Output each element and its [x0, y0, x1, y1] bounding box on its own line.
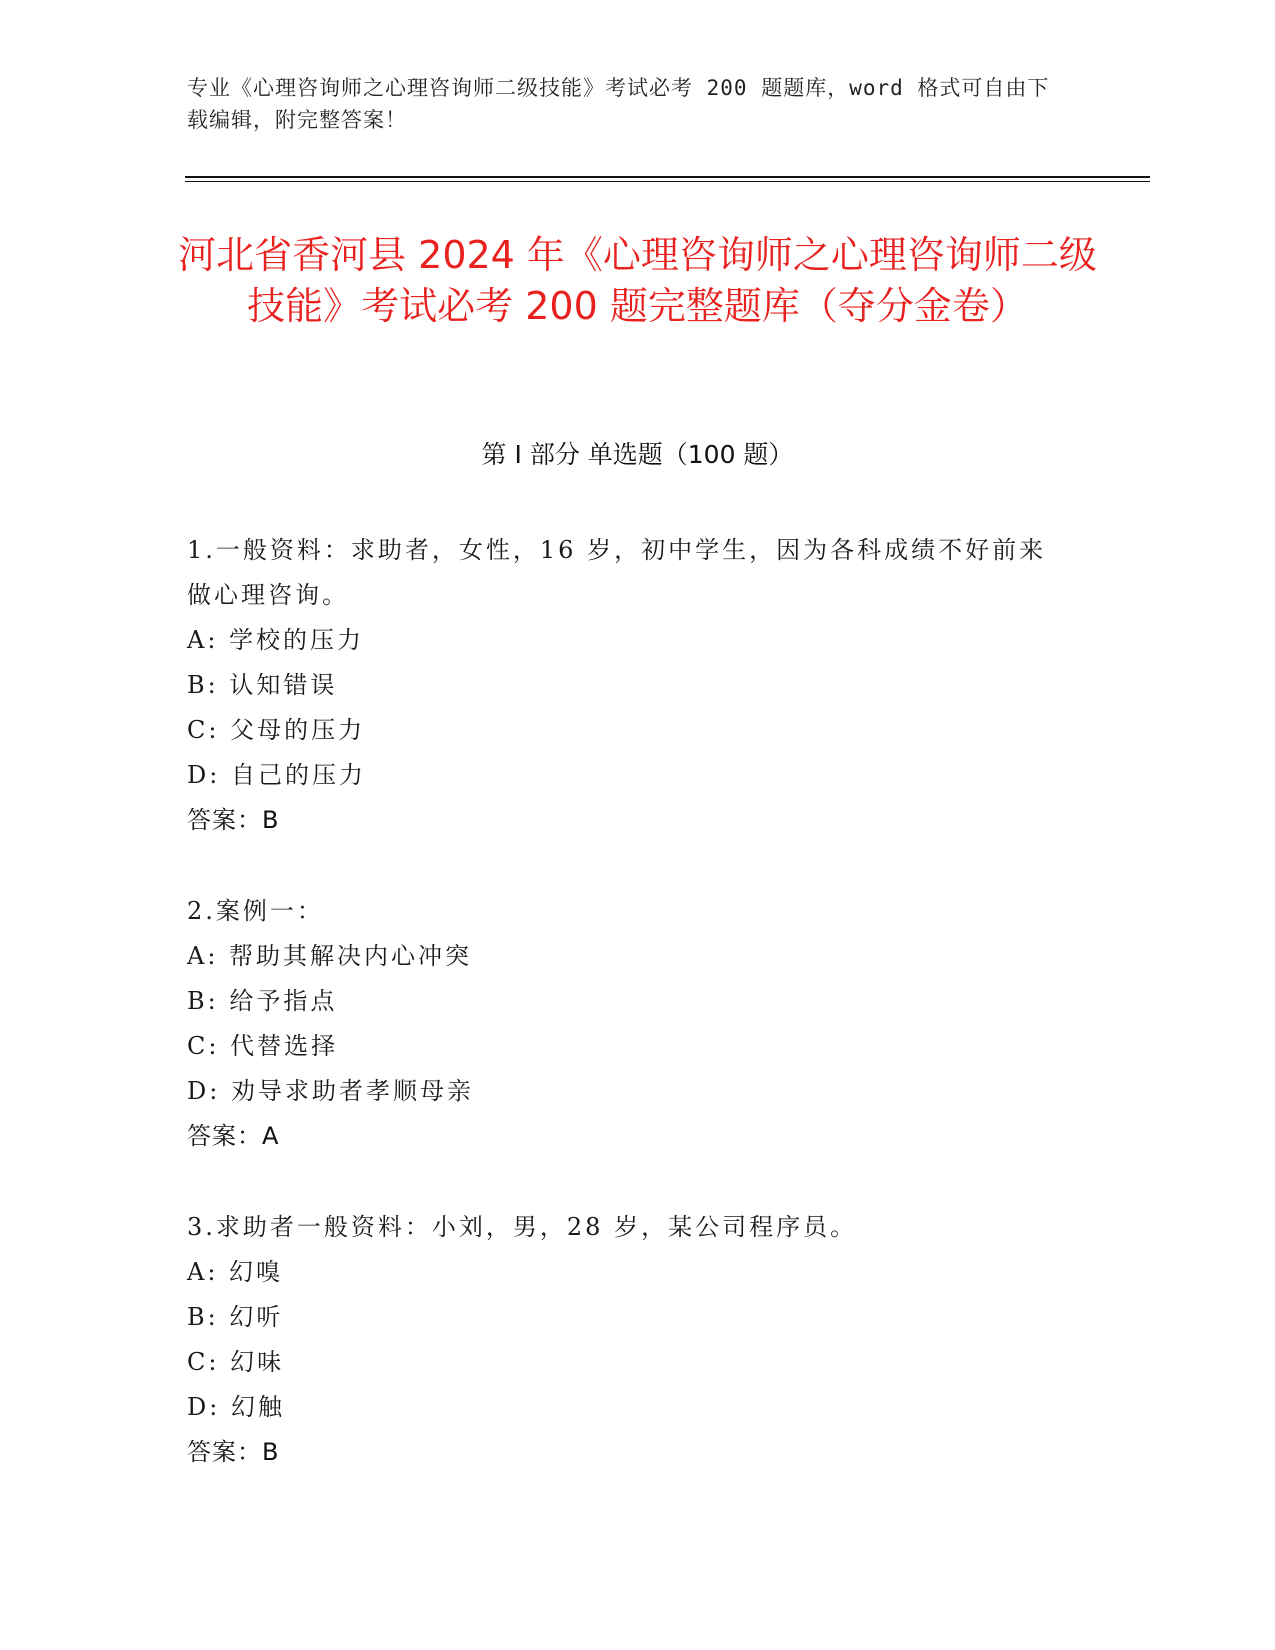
question-text: 2.案例一：: [187, 897, 324, 925]
question-3: [187, 1205, 1067, 1475]
option-a: A: 帮助其解决内心冲突: [187, 942, 473, 970]
option-a: A: 学校的压力: [187, 626, 365, 654]
option-c: C: 幻味: [187, 1348, 285, 1376]
option-b: B: 幻听: [187, 1303, 284, 1331]
question-list: [187, 528, 1067, 1521]
option-c: C: 代替选择: [187, 1032, 339, 1060]
answer-line: 答案：B: [187, 1438, 280, 1466]
option-a: A: 幻嗅: [187, 1258, 284, 1286]
option-c: C: 父母的压力: [187, 716, 366, 744]
section-title: 第 I 部分 单选题（100 题）: [481, 440, 794, 469]
answer-line: 答案：A: [187, 1122, 280, 1150]
question-text: 3.求助者一般资料：小刘，男，28 岁，某公司程序员。: [187, 1213, 858, 1241]
option-d: D: 幻触: [187, 1393, 285, 1421]
option-b: B: 给予指点: [187, 987, 338, 1015]
document-title: 河北省香河县 2024 年《心理咨询师之心理咨询师二级技能》考试必考 200 题完整题库（夺分金卷）: [178, 233, 1097, 328]
question-1: [187, 528, 1067, 843]
header-divider-thin: [185, 181, 1150, 182]
header-note: 专业《心理咨询师之心理咨询师二级技能》考试必考 200 题题库，word 格式可自由下载编辑，附完整答案！: [187, 76, 1050, 132]
option-d: D: 自己的压力: [187, 761, 366, 789]
option-b: B: 认知错误: [187, 671, 338, 699]
question-2: [187, 889, 1067, 1159]
option-d: D: 劝导求助者孝顺母亲: [187, 1077, 474, 1105]
header-divider-thick: [185, 176, 1150, 178]
answer-line: 答案：B: [187, 806, 280, 834]
question-text: 1.一般资料：求助者，女性，16 岁，初中学生，因为各科成绩不好前来做心理咨询。: [187, 536, 1047, 609]
